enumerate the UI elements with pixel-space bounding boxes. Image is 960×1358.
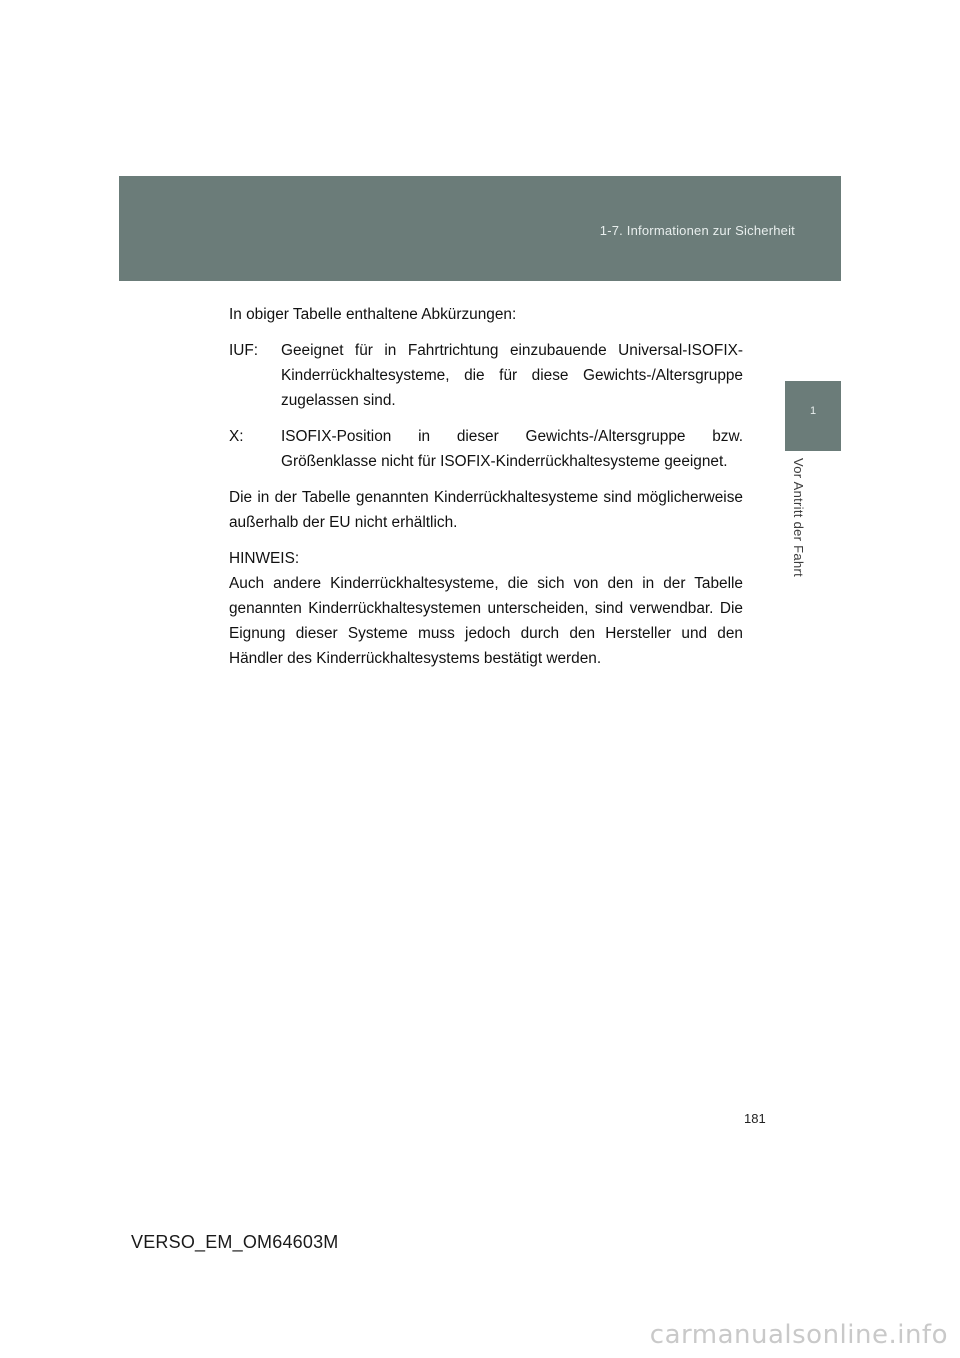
definition-text: ISOFIX-Position in dieser Gewichts-/Altersgruppe bzw. Größenklasse nicht für ISOFIX-Kinderrückhaltesysteme geeignet. xyxy=(281,428,743,470)
chapter-number: 1 xyxy=(809,405,817,417)
availability-paragraph: Die in der Tabelle genannten Kinderrückhaltesysteme sind möglicherweise außerhalb der EU nicht erhältlich. xyxy=(229,489,743,531)
definition-item xyxy=(229,424,743,474)
page-body xyxy=(229,302,743,682)
note-heading: HINWEIS: xyxy=(229,550,300,567)
definition-term: X: xyxy=(229,428,244,445)
chapter-label xyxy=(788,458,812,598)
definition-term: IUF: xyxy=(229,342,259,359)
page-number: 181 xyxy=(744,1111,766,1126)
watermark: carmanualsonline.info xyxy=(649,1320,948,1350)
definition-text: Geeignet für in Fahrtrichtung einzubauende Universal-ISOFIX-Kinderrückhaltesysteme, die für diese Gewichts-/Altersgruppe zugelassen sind. xyxy=(281,342,743,409)
note-paragraph: Auch andere Kinderrückhaltesysteme, die sich von den in der Tabelle genannten Kinderrückhaltesystemen unterscheiden, sind verwendbar. Die Eignung dieser Systeme muss jedoch durch den Hersteller und den Händler des Kinderrückhaltesystems bestätigt werden. xyxy=(229,575,743,667)
chapter-label-text: Vor Antritt der Fahrt xyxy=(791,458,806,578)
document-code: VERSO_EM_OM64603M xyxy=(131,1232,339,1252)
definition-item xyxy=(229,338,743,413)
header-band xyxy=(119,176,841,281)
section-title: 1-7. Informationen zur Sicherheit xyxy=(599,223,795,238)
chapter-tab xyxy=(785,381,841,451)
intro-paragraph: In obiger Tabelle enthaltene Abkürzungen: xyxy=(229,306,517,323)
